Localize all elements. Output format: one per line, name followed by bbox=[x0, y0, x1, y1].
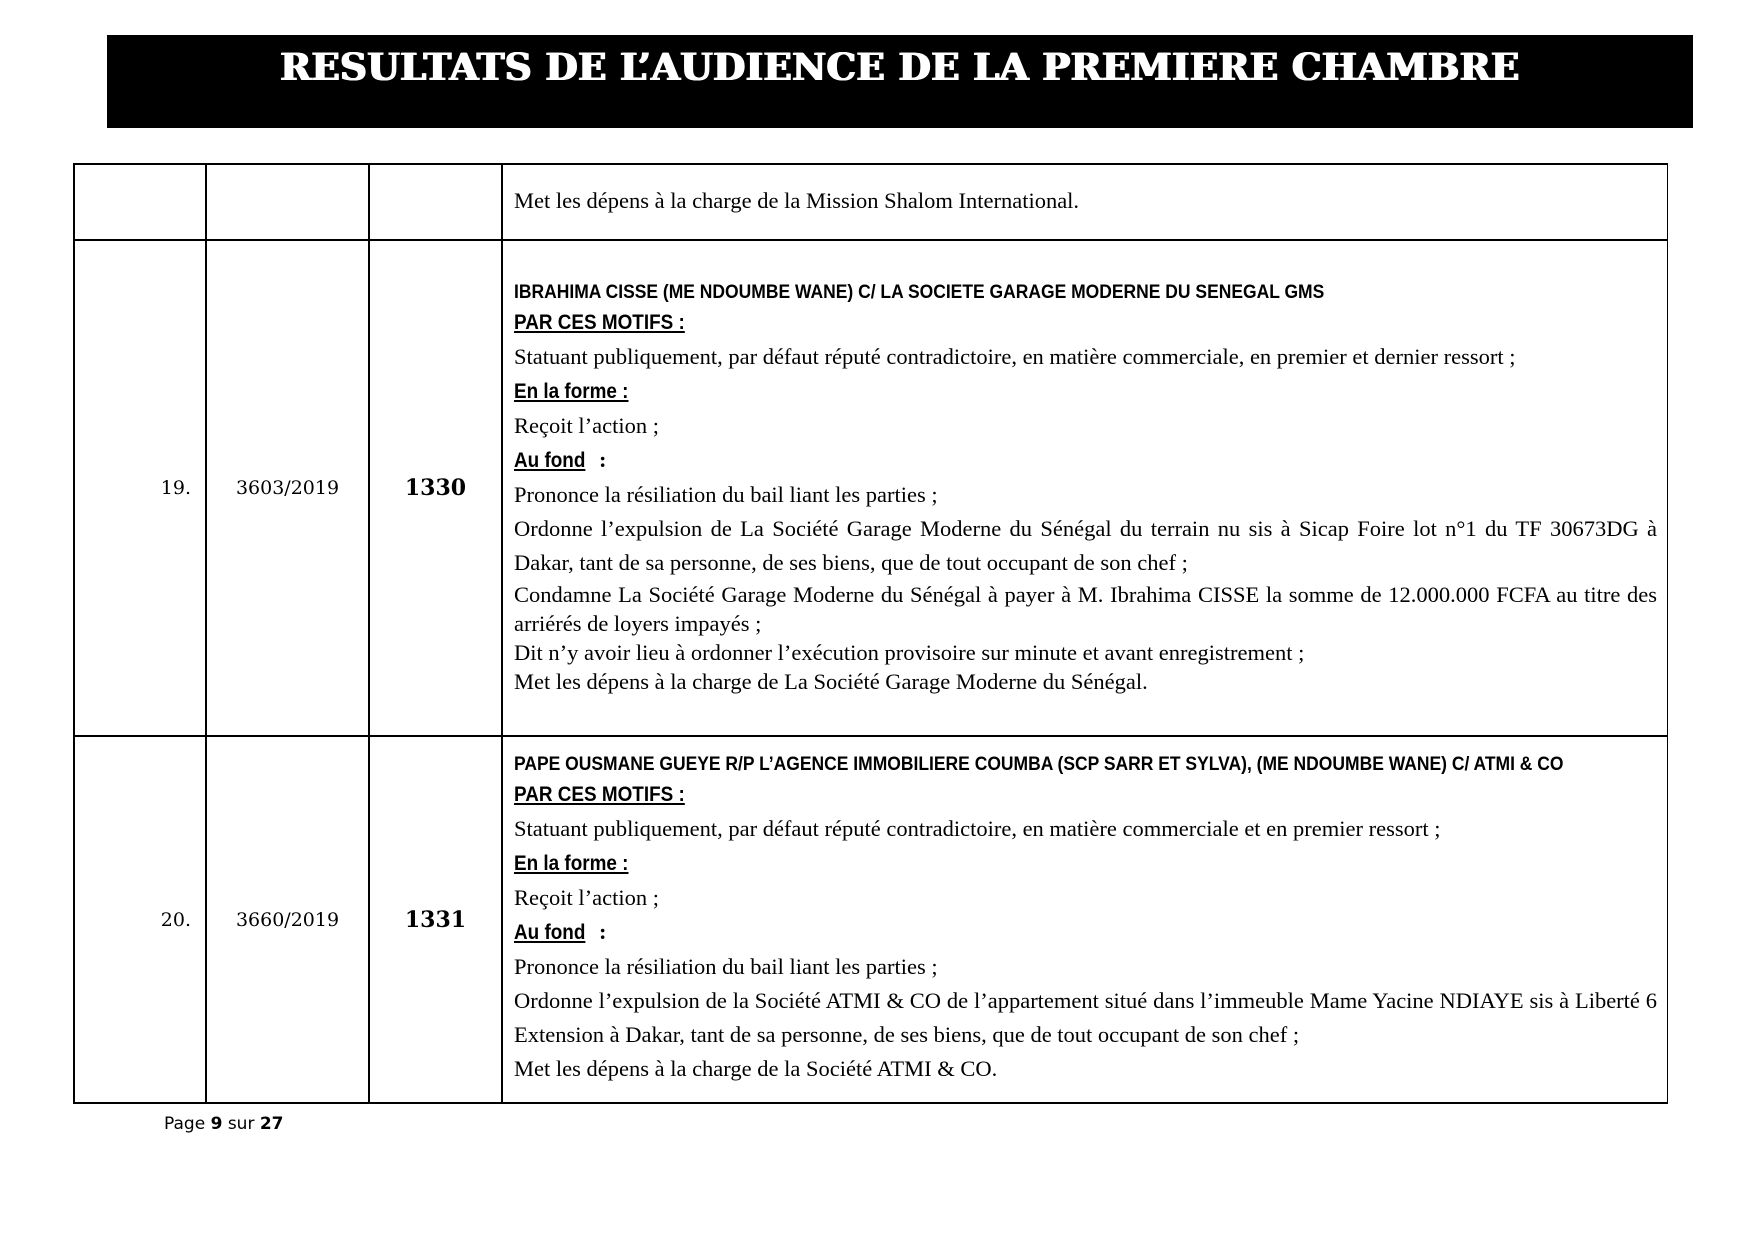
table-row bbox=[74, 736, 1668, 1103]
page-current: 9 bbox=[210, 1114, 223, 1134]
docket-cell bbox=[206, 164, 369, 240]
fond-line: Condamne La Société Garage Moderne du Sénégal à payer à M. Ibrahima CISSE la somme de 12.000.000 FCFA au titre des arriérés de loyers impayés ; bbox=[514, 581, 1657, 636]
fond-line: Met les dépens à la charge de la Société ATMI & CO. bbox=[514, 1056, 998, 1081]
table-row bbox=[74, 240, 1668, 736]
decision-number-cell bbox=[369, 164, 502, 240]
fond-heading: Au fond bbox=[514, 921, 586, 944]
decision-line: Met les dépens à la charge de la Mission Shalom International. bbox=[514, 188, 1080, 213]
fond-heading-colon: : bbox=[593, 919, 607, 944]
motifs-heading: PAR CES MOTIFS : bbox=[514, 783, 685, 806]
case-number-cell: 20. bbox=[74, 736, 206, 1103]
page-total: 27 bbox=[259, 1114, 284, 1134]
fond-line: Ordonne l’expulsion de La Société Garage Moderne du Sénégal du terrain nu sis à Sicap Foire lot n°1 du TF 30673DG à Dakar, tant de sa personne, de ses biens, que de tout occupant de son chef ; bbox=[514, 515, 1657, 575]
forme-line: Reçoit l’action ; bbox=[514, 885, 659, 910]
decision-text-cell bbox=[502, 164, 1668, 240]
decision-text-cell bbox=[502, 736, 1668, 1103]
decision-number-cell: 1331 bbox=[369, 736, 502, 1103]
docket-cell: 3660/2019 bbox=[206, 736, 369, 1103]
statuant-line: Statuant publiquement, par défaut réputé contradictoire, en matière commerciale et en premier ressort ; bbox=[514, 816, 1441, 841]
fond-heading-colon: : bbox=[593, 446, 607, 472]
case-parties: IBRAHIMA CISSE (ME NDOUMBE WANE) C/ LA SOCIETE GARAGE MODERNE DU SENEGAL GMS bbox=[514, 281, 1325, 303]
fond-line: Prononce la résiliation du bail liant les parties ; bbox=[514, 481, 938, 507]
decision-text-cell bbox=[502, 240, 1668, 736]
forme-heading: En la forme : bbox=[514, 379, 629, 403]
motifs-heading: PAR CES MOTIFS : bbox=[514, 310, 685, 334]
docket-cell: 3603/2019 bbox=[206, 240, 369, 736]
fond-line: Ordonne l’expulsion de la Société ATMI & CO de l’appartement situé dans l’immeuble Mame Yacine NDIAYE sis à Liberté 6 Extension à Dakar, tant de sa personne, de ses biens, que de tout occupant de son chef ; bbox=[514, 988, 1657, 1047]
statuant-line: Statuant publiquement, par défaut réputé contradictoire, en matière commerciale, en premier et dernier ressort ; bbox=[514, 343, 1516, 369]
decision-number-cell: 1330 bbox=[369, 240, 502, 736]
fond-line: Dit n’y avoir lieu à ordonner l’exécution provisoire sur minute et avant enregistrement ; bbox=[514, 639, 1305, 665]
page-separator: sur bbox=[227, 1114, 255, 1134]
case-number-cell: 19. bbox=[74, 240, 206, 736]
results-table bbox=[73, 163, 1668, 1104]
fond-heading: Au fond bbox=[514, 448, 586, 472]
table-row bbox=[74, 164, 1668, 240]
case-parties: PAPE OUSMANE GUEYE R/P L’AGENCE IMMOBILIERE COUMBA (SCP SARR ET SYLVA), (ME NDOUMBE WANE) C/ ATMI & CO bbox=[514, 754, 1564, 775]
page-footer bbox=[164, 1114, 284, 1134]
page-title: RESULTATS DE L’AUDIENCE DE LA PREMIERE CHAMBRE bbox=[280, 45, 1520, 89]
fond-line: Met les dépens à la charge de La Société Garage Moderne du Sénégal. bbox=[514, 668, 1148, 694]
page-header-banner bbox=[107, 35, 1693, 128]
fond-line: Prononce la résiliation du bail liant les parties ; bbox=[514, 954, 938, 979]
forme-heading: En la forme : bbox=[514, 852, 629, 875]
forme-line: Reçoit l’action ; bbox=[514, 412, 659, 438]
case-number-cell bbox=[74, 164, 206, 240]
page-label: Page bbox=[164, 1114, 206, 1134]
